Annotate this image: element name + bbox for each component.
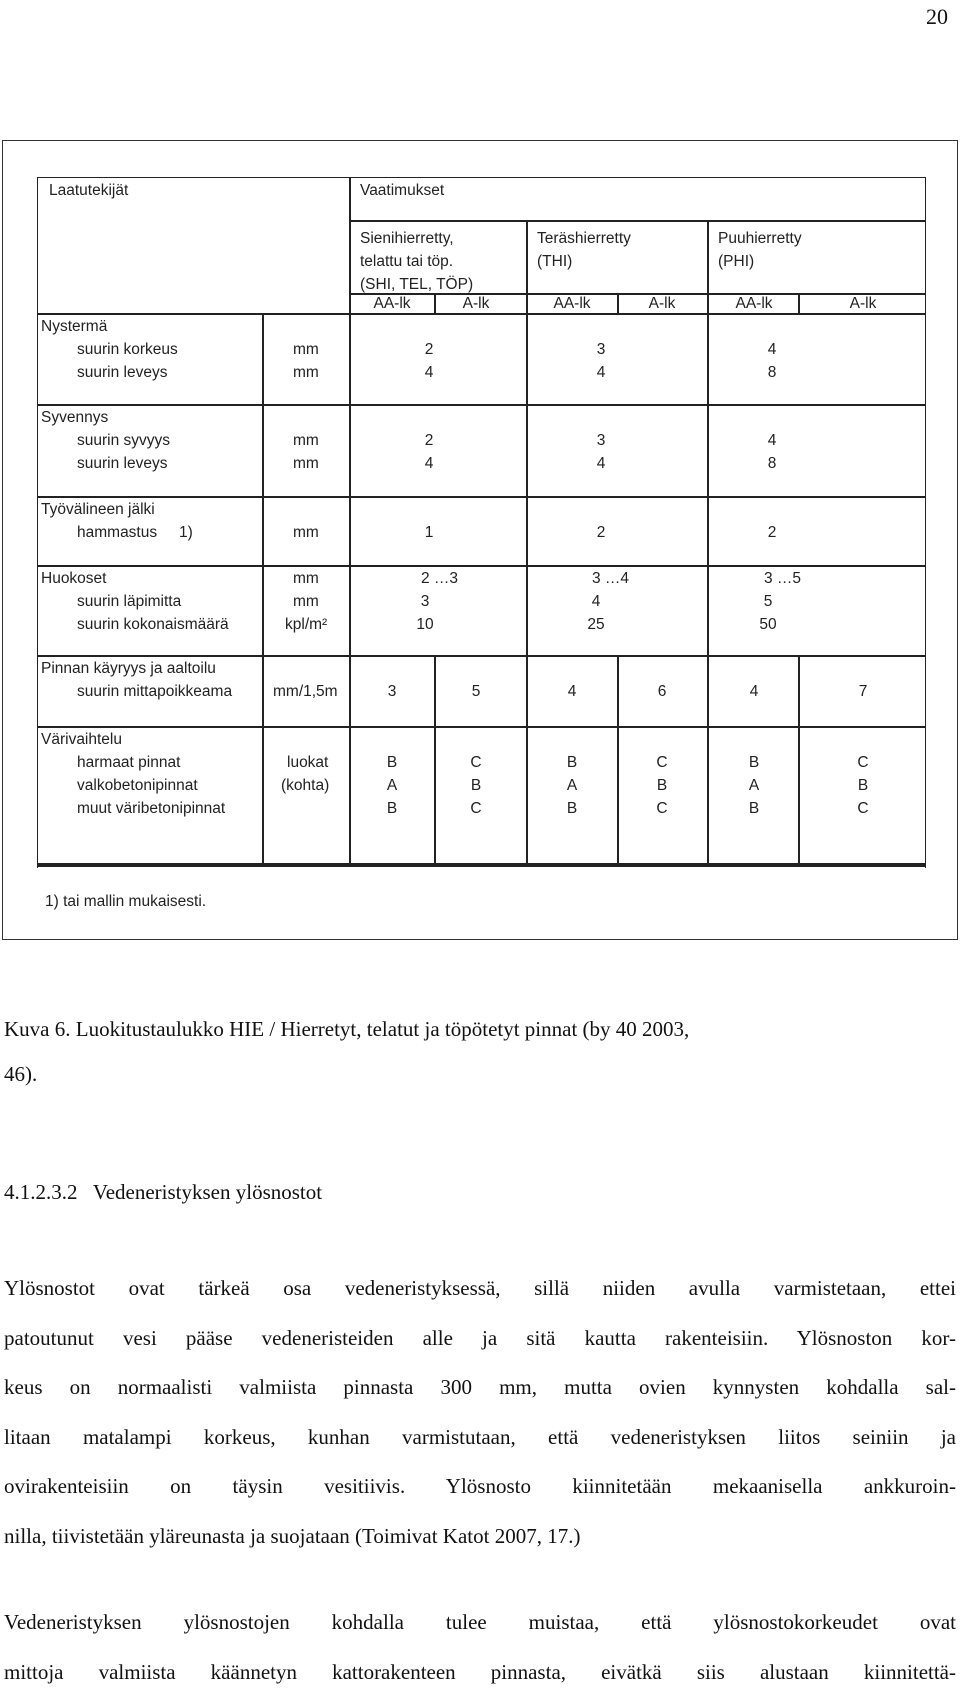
value-cell: 5 (472, 681, 481, 703)
group-shi-line2: telattu tai töp. (360, 251, 453, 273)
header-requirements: Vaatimukset (360, 180, 444, 202)
value-cell: 3 (597, 339, 606, 361)
text-line: Ylösnostot ovat tärkeä osa vedeneristyksessä, sillä niiden avulla varmistetaan, ettei (4, 1264, 956, 1314)
value-cell: 5 (764, 591, 773, 613)
value-cell: 10 (416, 614, 433, 636)
figure-caption (4, 1007, 956, 1097)
value-cell: 2 (425, 339, 434, 361)
value-cell: 4 (750, 681, 759, 703)
value-cell: 4 (597, 362, 606, 384)
text-line: Vedeneristyksen ylösnostojen kohdalla tulee muistaa, että ylösnostokorkeudet ovat (4, 1598, 956, 1648)
row-unit: (kohta) (281, 775, 329, 797)
value-cell: 2 (768, 522, 777, 544)
value-cell: 4 (768, 339, 777, 361)
section-title: Syvennys (41, 407, 108, 429)
value-cell: 4 (425, 362, 434, 384)
group-thi-line2: (THI) (537, 251, 572, 273)
value-cell: A (749, 775, 759, 797)
value-cell: B (858, 775, 868, 797)
group-shi-line1: Sienihierretty, (360, 228, 454, 250)
value-cell: 50 (759, 614, 776, 636)
class-header: A-lk (649, 293, 676, 315)
class-header: AA-lk (735, 293, 772, 315)
header-factors: Laatutekijät (49, 180, 128, 202)
row-unit: kpl/m² (285, 614, 327, 636)
value-cell: C (656, 752, 667, 774)
value-cell: 4 (597, 453, 606, 475)
paragraph (4, 1264, 956, 1561)
row-unit: mm (293, 522, 319, 544)
value-cell: B (471, 775, 481, 797)
row-unit: mm (293, 453, 319, 475)
row-unit: mm (293, 568, 319, 590)
classification-table (37, 177, 926, 868)
text-line: ovirakenteisiin on täysin vesitiivis. Ylösnosto kiinnitetään mekaanisella ankkuroin- (4, 1462, 956, 1512)
row-label: hammastus (77, 522, 157, 544)
value-cell: C (470, 798, 481, 820)
value-cell: B (387, 752, 397, 774)
value-cell: 6 (658, 681, 667, 703)
value-cell: 3 (388, 681, 397, 703)
class-header: AA-lk (553, 293, 590, 315)
section-title: Työvälineen jälki (41, 499, 155, 521)
value-cell: B (567, 798, 577, 820)
text-line: litaan matalampi korkeus, kunhan varmistutaan, että vedeneristyksen liitos seiniin ja (4, 1413, 956, 1463)
section-title: Värivaihtelu (41, 729, 122, 751)
value-cell: B (567, 752, 577, 774)
value-cell: 8 (768, 362, 777, 384)
section-heading: 4.1.2.3.2 Vedeneristyksen ylösnostot (4, 1180, 322, 1205)
value-cell: 3 (421, 591, 430, 613)
value-cell: 25 (587, 614, 604, 636)
group-phi-line1: Puuhierretty (718, 228, 802, 250)
value-cell: C (857, 798, 868, 820)
value-cell: 4 (568, 681, 577, 703)
paragraph (4, 1598, 956, 1697)
row-label: suurin leveys (77, 453, 167, 475)
page-number: 20 (926, 4, 948, 30)
value-cell: 7 (859, 681, 868, 703)
value-cell: A (387, 775, 397, 797)
row-label: suurin syvyys (77, 430, 170, 452)
figure-frame (2, 140, 958, 940)
text-line: patoutunut vesi pääse vedeneristeiden alle ja sitä kautta rakenteisiin. Ylösnoston kor- (4, 1314, 956, 1364)
value-cell: 3 (597, 430, 606, 452)
row-label: suurin leveys (77, 362, 167, 384)
value-cell: 1 (425, 522, 434, 544)
row-unit: mm (293, 339, 319, 361)
section-title: Huokoset (41, 568, 106, 590)
class-header: A-lk (463, 293, 490, 315)
row-unit: luokat (287, 752, 328, 774)
text-line: mittoja valmiista käännetyn kattorakenteen pinnasta, eivätkä siis alustaan kiinnitettä- (4, 1648, 956, 1697)
group-shi-line3: (SHI, TEL, TÖP) (360, 274, 473, 296)
table-footnote: 1) tai mallin mukaisesti. (45, 893, 206, 911)
value-cell: 3 …5 (764, 568, 801, 590)
section-title: Nystermä (41, 316, 107, 338)
row-label: valkobetonipinnat (77, 775, 198, 797)
value-cell: B (387, 798, 397, 820)
value-cell: 4 (592, 591, 601, 613)
section-title: Pinnan käyryys ja aaltoilu (41, 658, 216, 680)
row-unit: mm (293, 591, 319, 613)
value-cell: 2 …3 (421, 568, 458, 590)
row-label: suurin korkeus (77, 339, 178, 361)
row-unit: mm (293, 362, 319, 384)
row-label: harmaat pinnat (77, 752, 180, 774)
row-label: muut väribetonipinnat (77, 798, 225, 820)
value-cell: 8 (768, 453, 777, 475)
group-thi-line1: Teräshierretty (537, 228, 631, 250)
value-cell: B (749, 798, 759, 820)
row-unit: mm (293, 430, 319, 452)
text-line: nilla, tiivistetään yläreunasta ja suojataan (Toimivat Katot 2007, 17.) (4, 1512, 956, 1562)
row-label: suurin mittapoikkeama (77, 681, 232, 703)
value-cell: 2 (597, 522, 606, 544)
text-line: keus on normaalisti valmiista pinnasta 300 mm, mutta ovien kynnysten kohdalla sal- (4, 1363, 956, 1413)
class-header: A-lk (850, 293, 877, 315)
value-cell: B (749, 752, 759, 774)
value-cell: C (857, 752, 868, 774)
value-cell: 4 (425, 453, 434, 475)
class-header: AA-lk (373, 293, 410, 315)
row-unit: mm/1,5m (273, 681, 338, 703)
row-label: suurin kokonaismäärä (77, 614, 229, 636)
value-cell: 4 (768, 430, 777, 452)
value-cell: 2 (425, 430, 434, 452)
value-cell: B (657, 775, 667, 797)
value-cell: C (656, 798, 667, 820)
value-cell: A (567, 775, 577, 797)
caption-line: Kuva 6. Luokitustaulukko HIE / Hierretyt, telatut ja töpötetyt pinnat (by 40 2003, (4, 1007, 956, 1052)
value-cell: C (470, 752, 481, 774)
value-cell: 3 …4 (592, 568, 629, 590)
row-label: suurin läpimitta (77, 591, 181, 613)
caption-line: 46). (4, 1052, 956, 1097)
footnote-ref: 1) (179, 522, 193, 544)
group-phi-line2: (PHI) (718, 251, 754, 273)
